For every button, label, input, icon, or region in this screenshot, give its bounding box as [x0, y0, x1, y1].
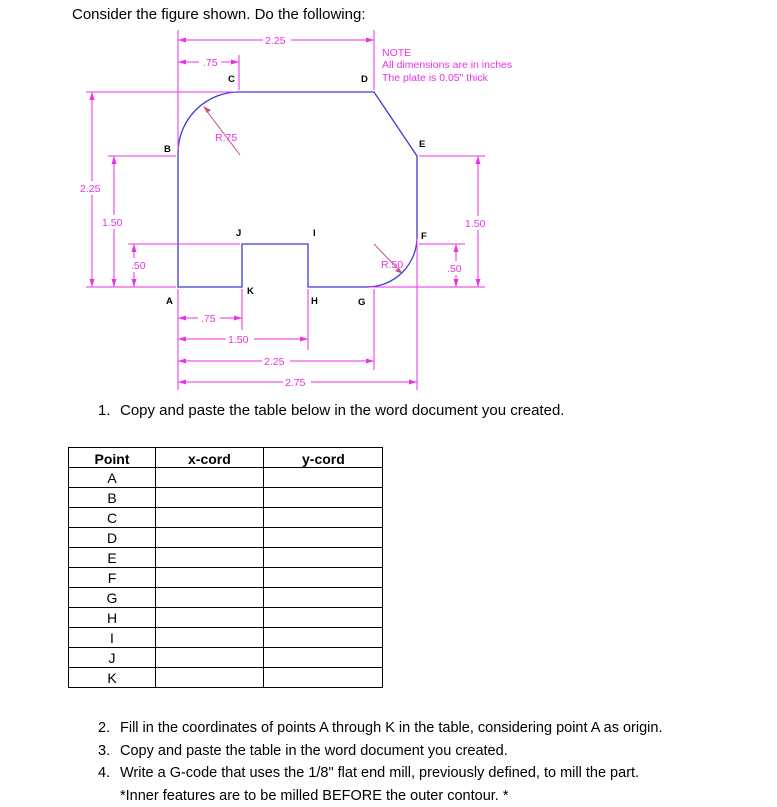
point-cell: G [69, 588, 156, 608]
table-header-row [69, 448, 383, 468]
y-cord-cell[interactable] [264, 528, 383, 548]
instruction-step-1: 1. Copy and paste the table below in the word document you created. [98, 402, 565, 419]
y-cord-cell[interactable] [264, 668, 383, 688]
point-cell: I [69, 628, 156, 648]
header-point: Point [69, 448, 156, 468]
point-cell: H [69, 608, 156, 628]
dim-bottom-3: 2.25 [264, 356, 285, 368]
table-row [69, 628, 383, 648]
dim-left-height: 2.25 [80, 183, 101, 195]
point-label-b: B [164, 144, 171, 155]
x-cord-cell[interactable] [156, 628, 264, 648]
dim-bottom-2: 1.50 [228, 334, 249, 346]
x-cord-cell[interactable] [156, 528, 264, 548]
point-label-a: A [166, 296, 173, 307]
dim-top-width: 2.25 [265, 35, 286, 47]
x-cord-cell[interactable] [156, 488, 264, 508]
point-cell: J [69, 648, 156, 668]
point-labels [164, 74, 427, 308]
y-cord-cell[interactable] [264, 468, 383, 488]
point-cell: E [69, 548, 156, 568]
point-label-f: F [421, 231, 427, 242]
dim-fillet-radius: R.50 [381, 259, 404, 271]
point-label-c: C [228, 74, 235, 85]
table-row [69, 528, 383, 548]
table-row [69, 488, 383, 508]
point-label-k: K [247, 286, 254, 297]
dim-left-small: .50 [131, 260, 146, 272]
table-row [69, 468, 383, 488]
table-row [69, 668, 383, 688]
dim-right-height: 1.50 [465, 218, 486, 230]
note-line-2: The plate is 0.05" thick [382, 72, 488, 84]
x-cord-cell[interactable] [156, 588, 264, 608]
dim-bottom-4: 2.75 [285, 377, 306, 389]
x-cord-cell[interactable] [156, 548, 264, 568]
y-cord-cell[interactable] [264, 648, 383, 668]
x-cord-cell[interactable] [156, 608, 264, 628]
y-cord-cell[interactable] [264, 608, 383, 628]
note-line-1: All dimensions are in inches [382, 59, 513, 71]
point-label-e: E [419, 139, 426, 150]
point-label-h: H [311, 296, 318, 307]
point-cell: C [69, 508, 156, 528]
point-label-j: J [236, 228, 242, 239]
intro-text: Consider the figure shown. Do the following: [72, 6, 366, 23]
x-cord-cell[interactable] [156, 648, 264, 668]
header-y-cord: y-cord [264, 448, 383, 468]
y-cord-cell[interactable] [264, 508, 383, 528]
dimension-arrows [90, 38, 481, 385]
table-row [69, 568, 383, 588]
y-cord-cell[interactable] [264, 548, 383, 568]
coordinates-table [68, 447, 383, 688]
table-body [69, 468, 383, 688]
point-cell: D [69, 528, 156, 548]
dim-bottom-1: .75 [201, 313, 216, 325]
header-x-cord: x-cord [156, 448, 264, 468]
point-label-g: G [358, 297, 366, 308]
y-cord-cell[interactable] [264, 628, 383, 648]
dim-left-mid: 1.50 [102, 217, 123, 229]
table-row [69, 548, 383, 568]
point-cell: F [69, 568, 156, 588]
x-cord-cell[interactable] [156, 468, 264, 488]
dim-right-small: .50 [447, 263, 462, 275]
table-row [69, 508, 383, 528]
table-row [69, 608, 383, 628]
figure-note [382, 47, 512, 84]
part-figure [0, 0, 777, 400]
note-title: NOTE [382, 47, 412, 59]
dimension-lines [86, 30, 485, 390]
x-cord-cell[interactable] [156, 568, 264, 588]
instruction-step-4: 4. Write a G-code that uses the 1/8" flat end mill, previously defined, to mill the part. [98, 765, 640, 781]
milling-note: *Inner features are to be milled BEFORE the outer contour. * [120, 788, 509, 804]
instruction-step-2: 2. Fill in the coordinates of points A through K in the table, considering point A as origin. [98, 720, 663, 736]
dim-top-offset: .75 [203, 57, 218, 69]
part-outline [178, 92, 417, 287]
dimension-texts [78, 33, 491, 389]
y-cord-cell[interactable] [264, 488, 383, 508]
y-cord-cell[interactable] [264, 588, 383, 608]
point-cell: B [69, 488, 156, 508]
table-row [69, 648, 383, 668]
instruction-step-3: 3. Copy and paste the table in the word document you created. [98, 743, 508, 759]
point-label-i: I [313, 228, 316, 239]
dim-corner-radius: R.75 [215, 132, 238, 144]
point-cell: K [69, 668, 156, 688]
y-cord-cell[interactable] [264, 568, 383, 588]
table-row [69, 588, 383, 608]
point-label-d: D [361, 74, 368, 85]
x-cord-cell[interactable] [156, 668, 264, 688]
point-cell: A [69, 468, 156, 488]
x-cord-cell[interactable] [156, 508, 264, 528]
